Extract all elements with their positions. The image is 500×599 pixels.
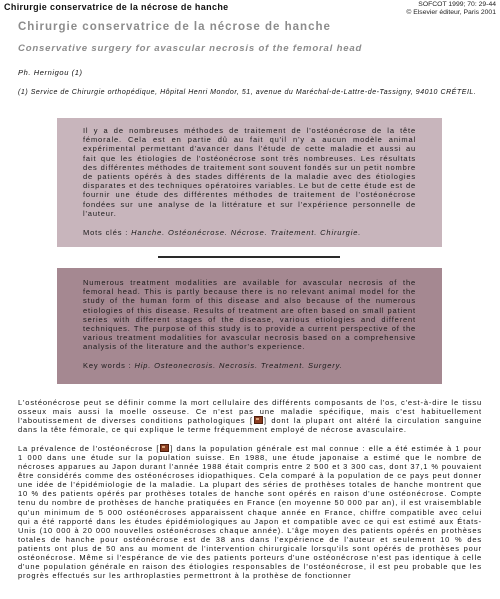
keywords-en-label: Key words : <box>83 360 132 370</box>
reference-link-icon[interactable] <box>254 416 263 424</box>
running-title: Chirurgie conservatrice de la nécrose de hanche <box>4 2 229 12</box>
paragraph-text: ] dont la plupart ont altéré la circulation sanguine dans la tête fémorale, ce qui explique le terme fréquemment employé de nécrose avasculaire. <box>18 416 482 435</box>
body-paragraph-2 <box>18 444 482 580</box>
author-line: Ph. Hernigou (1) <box>18 68 83 77</box>
keyword: Traitement. <box>270 228 318 238</box>
article-body <box>18 398 482 599</box>
section-divider <box>158 256 340 258</box>
article-title-en: Conservative surgery for avascular necrosis of the femoral head <box>18 43 363 54</box>
journal-reference <box>406 1 496 17</box>
keyword: Ostéonécrose. <box>167 228 228 238</box>
paragraph-text: La prévalence de l'ostéonécrose [ <box>18 444 160 454</box>
keyword: Surgery. <box>308 360 343 370</box>
journal-citation: SOFCOT 1999; 70: 29-44 <box>418 1 496 8</box>
keyword: Nécrose. <box>230 228 268 238</box>
paragraph-text: ] dans la population générale est mal connue : elle a été estimée à 1 pour 1 000 dans une étude sur la population suisse. En 1988, une étude japonaise a estimé que le nombre de nécroses apparues au Japon durant l'année 1988 était compris entre 2 500 et 3 300 cas, dont 37,1 % pouvaient être considérés comme des ostéonécroses idiopathiques. Cela comparé à la population de ce pays peut donner une idée de l'épidémiologie de la maladie. La plupart des séries de prothèses totales de hanche montrent que 10 % des patients opérés par prothèses totales de hanche sont opérés en raison d'une ostéonécrose. Compte tenu du nombre de prothèses de hanche pratiquées en France (en moyenne 50 000 par an), il est vraisemblable qu'un minimum de 5 000 ostéonécroses apparaissent chaque année en France, chiffre compatible avec celui qui a été rapporté dans les études épidémiologiques au Japon et compatible avec ce qui est estimé aux États-Unis (10 000 à 20 000 nouvelles ostéonécroses chaque année). L'âge moyen des patients opérés en prothèses totales de hanche pour ostéonécrose est de 38 ans dans l'expérience de l'auteur et seulement 10 % des patients ont plus de 50 ans au moment de l'intervention chirurgicale lorsqu'ils sont opérés de prothèses pour ostéonécrose. Même si l'espérance de vie des patients porteurs d'une ostéonécrose n'est pas identique à celle d'une population générale en raison des étiologies responsables de l'ostéonécrose, il est peu probable que les progrès effectués sur les arthroplasties permettront à la prothèse de fonctionner <box>18 444 482 580</box>
keyword: Necrosis. <box>219 360 258 370</box>
abstract-fr-text: Il y a de nombreuses méthodes de traitement de l'ostéonécrose de la tête fémorale. Cela est en partie dû au fait qu'il n'y a aucun modèle animal expérimental permettant d'avancer dans l'étude de cette maladie et aussi au fait que les étiologies de l'ostéonécrose sont très nombreuses. Les résultats des différentes méthodes de traitement sont souvent fondés sur un petit nombre de patients opérés à des stades différents de la maladie avec des étiologies disparates et des techniques opératoires variables. Le but de cette étude est de fournir une étude des différentes méthodes de traitement de l'ostéonécrose fondées sur une analyse de la littérature et sur l'expérience personnelle de l'auteur. <box>83 126 416 218</box>
author-affiliation: (1) Service de Chirurgie orthopédique, Hôpital Henri Mondor, 51, avenue du Maréchal-de-Lattre-de-Tassigny, 94010 CRÉTEIL. <box>18 89 477 96</box>
copyright-notice: © Elsevier éditeur, Paris 2001 <box>406 9 496 16</box>
abstract-en-text: Numerous treatment modalities are available for avascular necrosis of the femoral head. This is partly because there is no relevant animal model for the study of the human form of this disease and also because of the numerous etiologies of this disease. Results of treatment are often based on small patient series with different stages of the disease, various etiologies and different techniques. The purpose of this study is to provide a current perspective of the various treatment modalities for avascular necrosis based on a comprehensive analysis of the literature and the author's experience. <box>83 278 416 352</box>
keyword: Hip. <box>134 360 152 370</box>
keyword: Chirurgie. <box>320 228 362 238</box>
reference-link-icon[interactable] <box>160 444 169 452</box>
keywords-fr-label: Mots clés : <box>83 228 129 238</box>
article-title-fr: Chirurgie conservatrice de la nécrose de hanche <box>18 21 331 33</box>
abstract-fr-box <box>57 118 442 247</box>
keywords-fr-line <box>83 228 416 237</box>
abstract-en-box <box>57 268 442 384</box>
keyword: Treatment. <box>260 360 306 370</box>
keyword: Osteonecrosis. <box>154 360 217 370</box>
keywords-en-line <box>83 361 416 370</box>
keyword: Hanche. <box>131 228 166 238</box>
body-paragraph-1 <box>18 398 482 434</box>
paragraph-text: L'ostéonécrose peut se définir comme la mort cellulaire des différents composants de l'os, c'est-à-dire le tissu osseux mais aussi la moelle osseuse. Ce n'est pas une maladie spécifique, mais c'est habituellement l'aboutissement de diverses conditions pathologiques [ <box>18 398 482 426</box>
